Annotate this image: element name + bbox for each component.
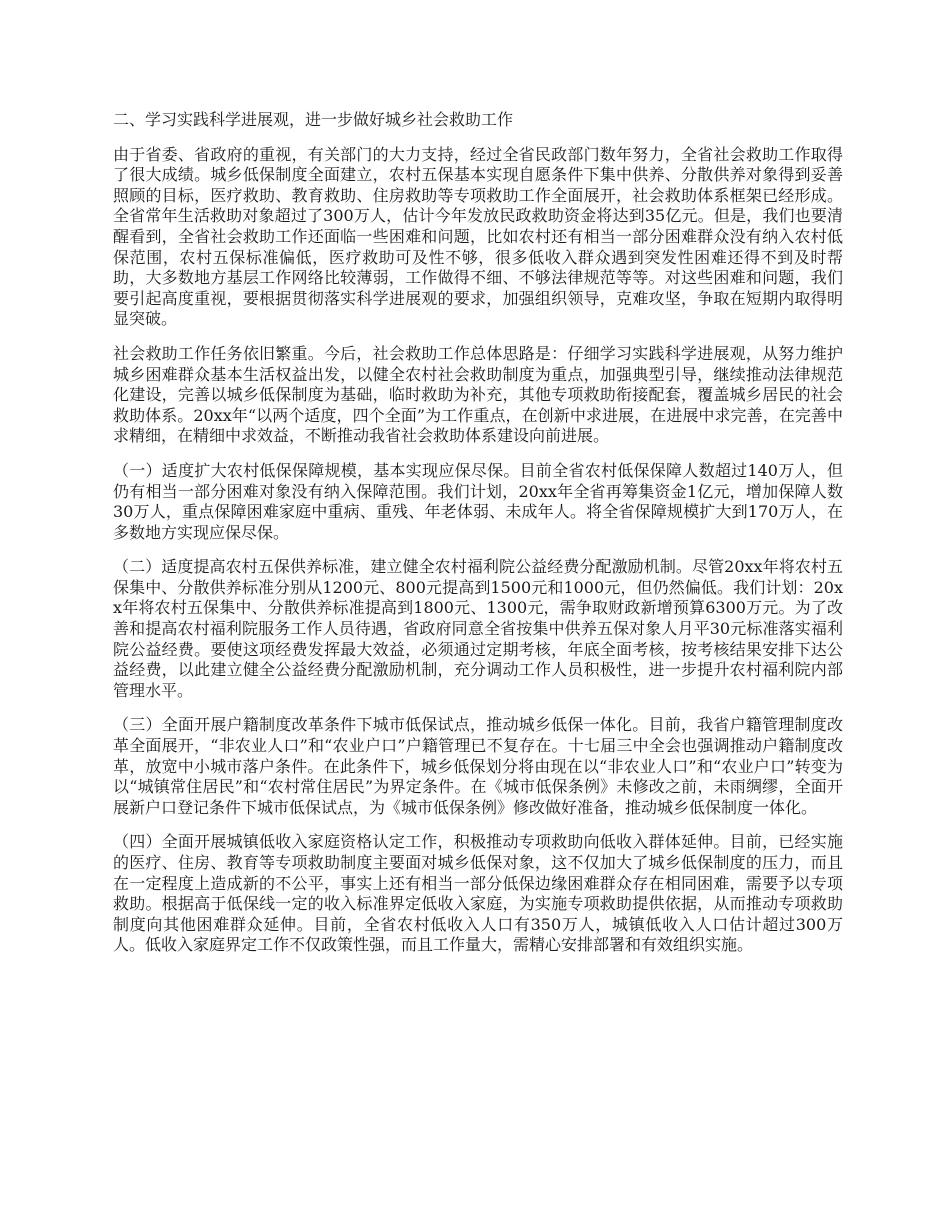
- section-heading: 二、学习实践科学进展观，进一步做好城乡社会救助工作: [113, 110, 514, 129]
- paragraph-item-1: （一）适度扩大农村低保保障规模，基本实现应保尽保。目前全省农村低保保障人数超过140万人，但仍有相当一部分困难对象没有纳入保障范围。我们计划，20xx年全省再筹集资金1亿元，增加保障人数30万人，重点保障困难家庭中重病、重残、年老体弱、未成年人。将全省保障规模扩大到170万人，在多数地方实现应保尽保。: [113, 460, 843, 542]
- paragraph-intro: 由于省委、省政府的重视，有关部门的大力支持，经过全省民政部门数年努力，全省社会救助工作取得了很大成绩。城乡低保制度全面建立，农村五保基本实现自愿条件下集中供养、分散供养对象得到妥善照顾的目标，医疗救助、教育救助、住房救助等专项救助工作全面展开，社会救助体系框架已经形成。全省常年生活救助对象超过了300万人，估计今年发放民政救助资金将达到35亿元。但是，我们也要清醒看到，全省社会救助工作还面临一些困难和问题，比如农村还有相当一部分困难群众没有纳入农村低保范围，农村五保标准偏低，医疗救助可及性不够，很多低收入群众遇到突发性困难还得不到及时帮助，大多数地方基层工作网络比较薄弱，工作做得不细、不够法律规范等等。对这些困难和问题，我们要引起高度重视，要根据贯彻落实科学进展观的要求，加强组织领导，克难攻坚，争取在短期内取得明显突破。: [113, 144, 843, 329]
- paragraph-item-2: （二）适度提高农村五保供养标准，建立健全农村福利院公益经费分配激励机制。尽管20xx年将农村五保集中、分散供养标准分别从1200元、800元提高到1500元和1000元，但仍然偏低。我们计划：20xx年将农村五保集中、分散供养标准提高到1800元、1300元，需争取财政新增预算6300万元。为了改善和提高农村福利院服务工作人员待遇，省政府同意全省按集中供养五保对象人月平30元标准落实福利院公益经费。要使这项经费发挥最大效益，必须通过定期考核，年底全面考核，按考核结果安排下达公益经费，以此建立健全公益经费分配激励机制，充分调动工作人员积极性，进一步提升农村福利院内部管理水平。: [113, 557, 843, 700]
- document-body: [113, 110, 843, 970]
- paragraph-item-4: （四）全面开展城镇低收入家庭资格认定工作，积极推动专项救助向低收入群体延伸。目前，已经实施的医疗、住房、教育等专项救助制度主要面对城乡低保对象，这不仅加大了城乡低保制度的压力，而且在一定程度上造成新的不公平，事实上还有相当一部分低保边缘困难群众存在相同困难，需要予以专项救助。根据高于低保线一定的收入标准界定低收入家庭，为实施专项救助提供依据，从而推动专项救助制度向其他困难群众延伸。目前，全省农村低收入人口有350万人，城镇低收入人口估计超过300万人。低收入家庭界定工作不仅政策性强，而且工作量大，需精心安排部署和有效组织实施。: [113, 832, 843, 955]
- paragraph-general-approach: 社会救助工作任务依旧繁重。今后，社会救助工作总体思路是：仔细学习实践科学进展观，从努力维护城乡困难群众基本生活权益出发，以健全农村社会救助制度为重点，加强典型引导，继续推动法律规范化建设，完善以城乡低保制度为基础，临时救助为补充，其他专项救助衔接配套，覆盖城乡居民的社会救助体系。20xx年“以两个适度，四个全面”为工作重点，在创新中求进展，在进展中求完善，在完善中求精细，在精细中求效益，不断推动我省社会救助体系建设向前进展。: [113, 343, 843, 446]
- paragraph-item-3: （三）全面开展户籍制度改革条件下城市低保试点，推动城乡低保一体化。目前，我省户籍管理制度改革全面展开，“非农业人口”和“农业户口”户籍管理已不复存在。十七届三中全会也强调推动户籍制度改革，放宽中小城市落户条件。在此条件下，城乡低保划分将由现在以“非农业人口”和“农业户口”转变为以“城镇常住居民”和“农村常住居民”为界定条件。在《城市低保条例》未修改之前，未雨绸缪，全面开展新户口登记条件下城市低保试点，为《城市低保条例》修改做好准备，推动城乡低保制度一体化。: [113, 715, 843, 817]
